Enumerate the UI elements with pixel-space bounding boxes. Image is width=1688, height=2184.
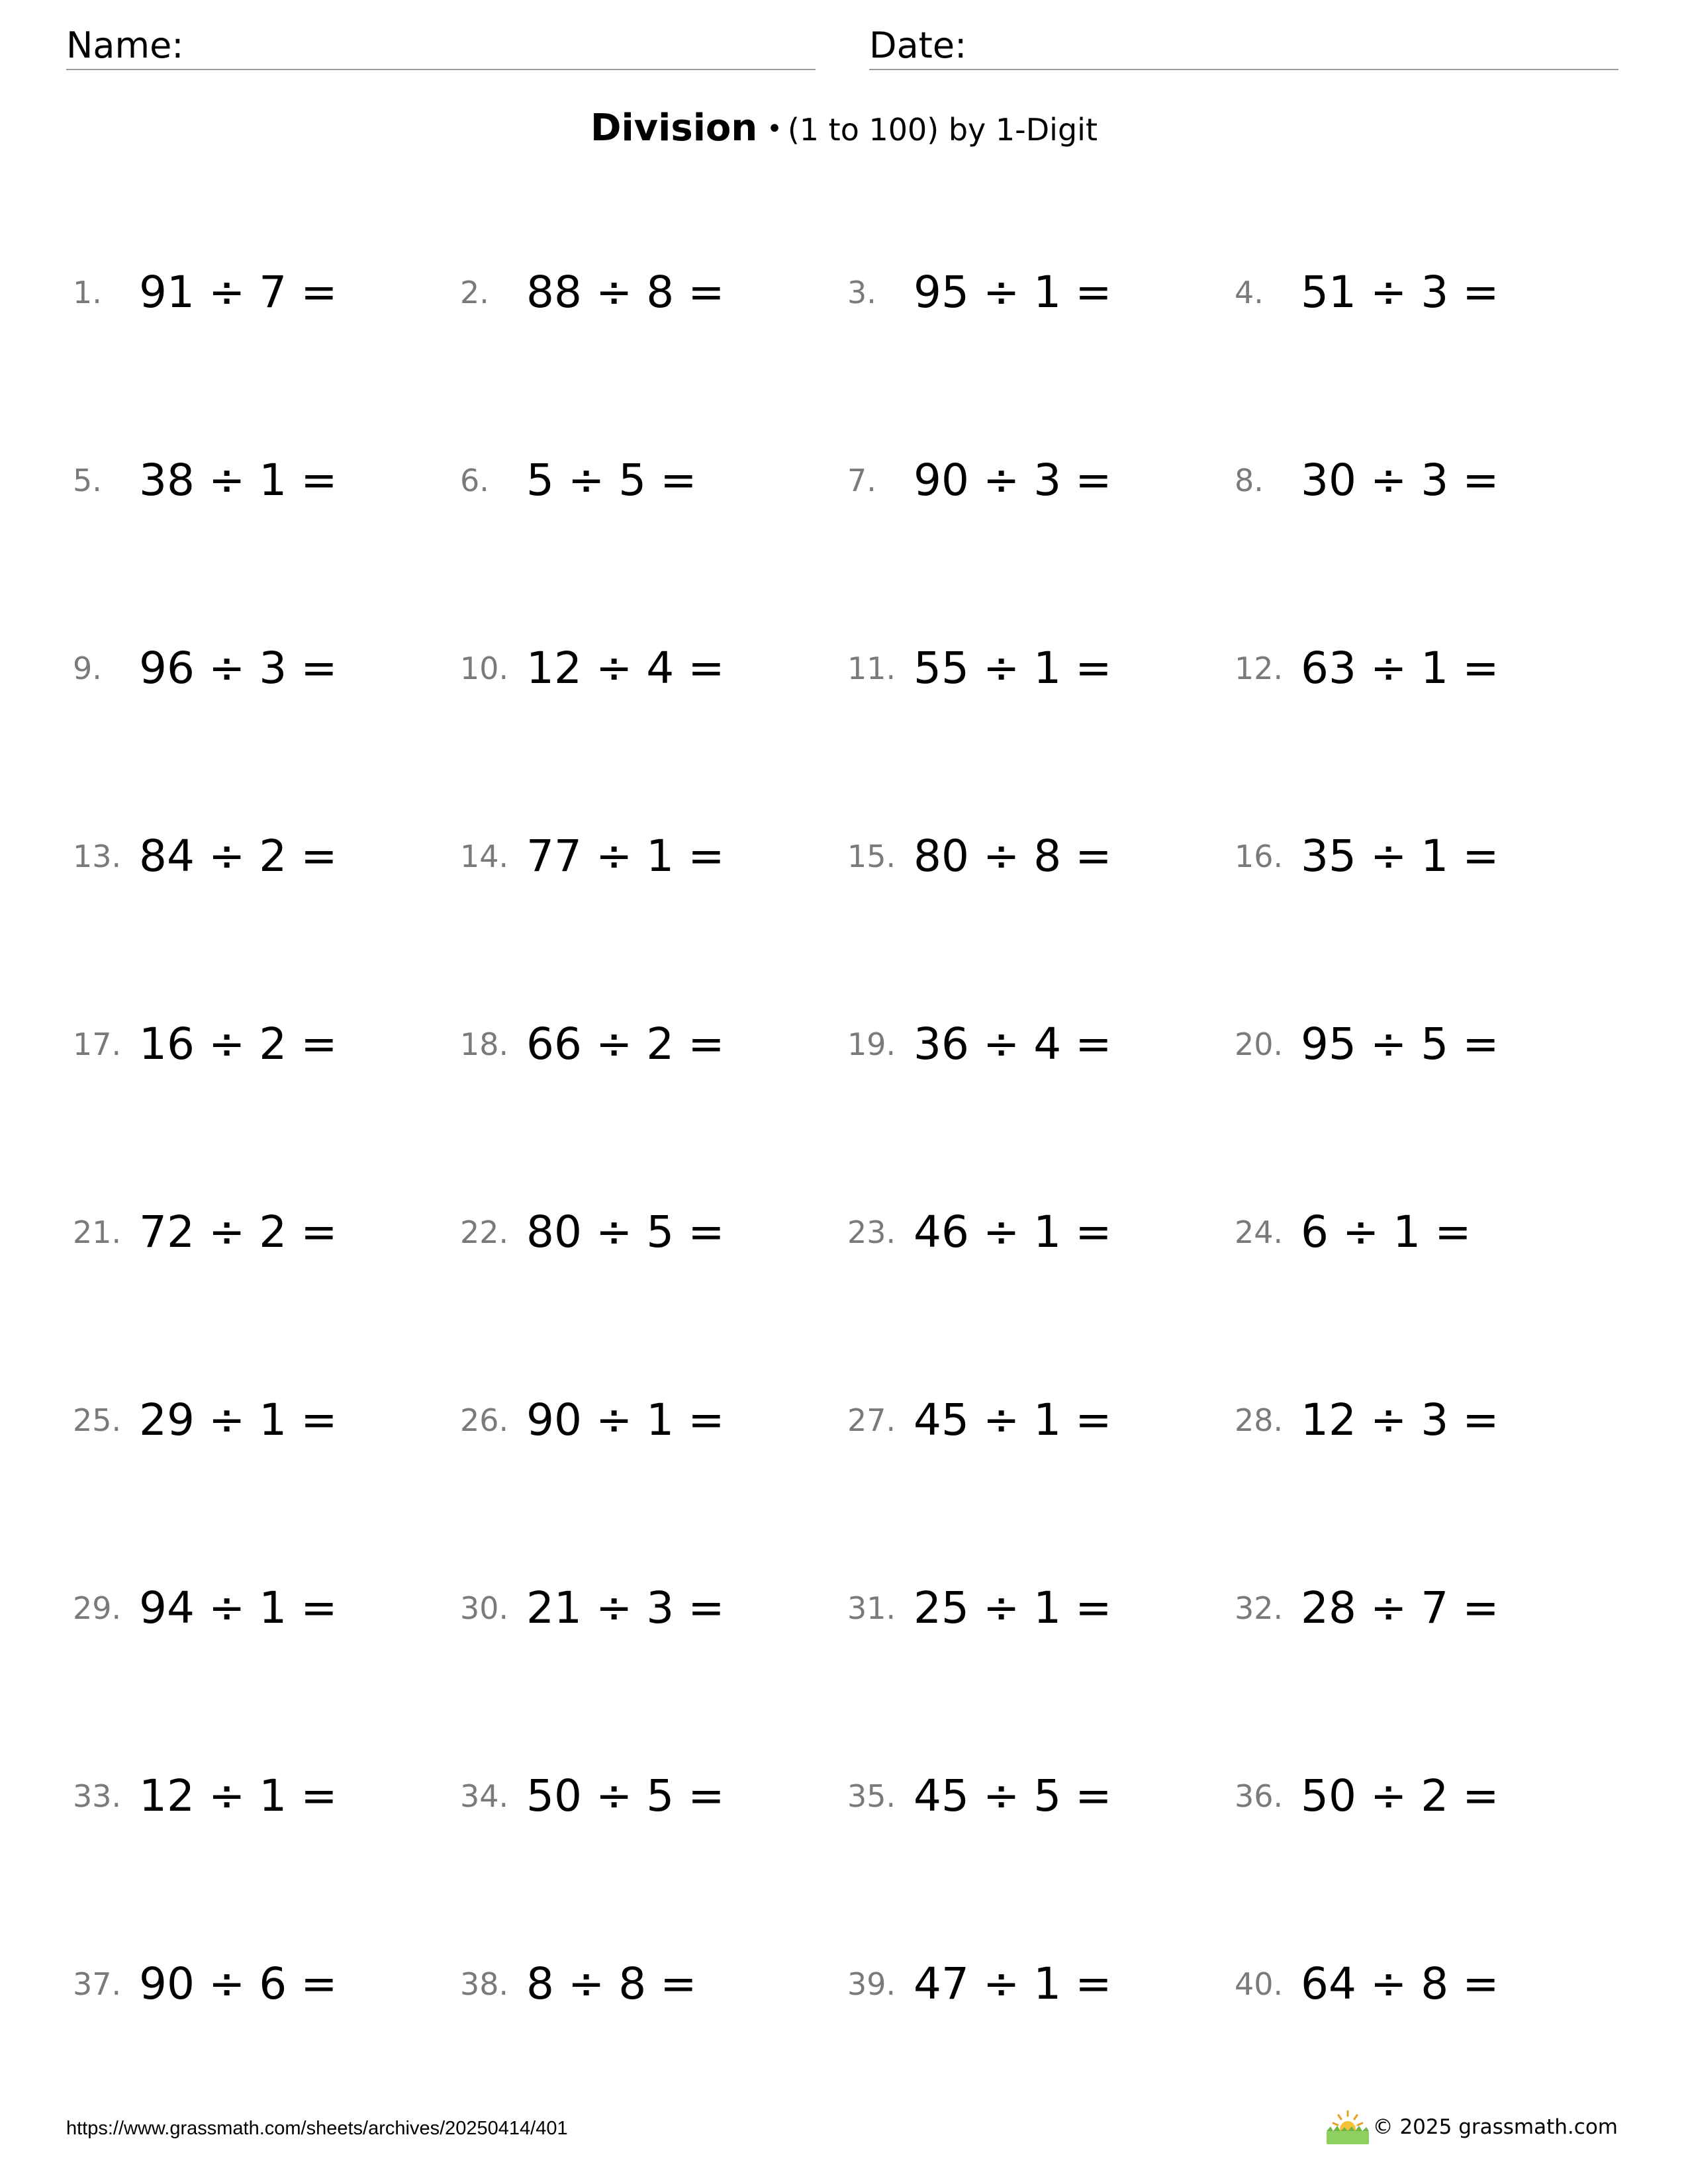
problem-expression: 84 ÷ 2 = xyxy=(139,831,338,882)
problem-number: 8. xyxy=(1235,463,1264,498)
problem-expression: 63 ÷ 1 = xyxy=(1301,643,1499,694)
problem-number: 19. xyxy=(847,1026,896,1062)
problem-number: 24. xyxy=(1235,1214,1284,1250)
problem-expression: 5 ÷ 5 = xyxy=(526,455,697,506)
problem-number: 16. xyxy=(1235,839,1284,874)
problem-number: 37. xyxy=(73,1966,122,2002)
copyright-text: © 2025 grassmath.com xyxy=(1372,2115,1618,2139)
problem-expression: 45 ÷ 1 = xyxy=(914,1394,1112,1445)
problem-expression: 50 ÷ 5 = xyxy=(526,1770,725,1821)
problem-number: 6. xyxy=(460,463,489,498)
problem-expression: 55 ÷ 1 = xyxy=(914,643,1112,694)
problem-expression: 90 ÷ 1 = xyxy=(526,1394,725,1445)
worksheet-title xyxy=(0,102,1688,163)
problem-number: 40. xyxy=(1235,1966,1284,2002)
name-field[interactable] xyxy=(66,23,816,70)
problem-expression: 72 ÷ 2 = xyxy=(139,1206,338,1257)
problem-number: 33. xyxy=(73,1778,122,1814)
problem-expression: 25 ÷ 1 = xyxy=(914,1582,1112,1633)
problem-number: 11. xyxy=(847,651,896,686)
footer-url[interactable]: https://www.grassmath.com/sheets/archives/20250414/401 xyxy=(66,2118,568,2139)
name-label: Name: xyxy=(66,24,184,66)
problem-expression: 12 ÷ 3 = xyxy=(1301,1394,1499,1445)
problem-expression: 90 ÷ 6 = xyxy=(139,1958,338,2009)
title-main: Division xyxy=(590,107,758,150)
problem-number: 30. xyxy=(460,1590,509,1626)
problem-expression: 12 ÷ 4 = xyxy=(526,643,725,694)
problem-expression: 91 ÷ 7 = xyxy=(139,267,338,318)
problem-number: 17. xyxy=(73,1026,122,1062)
problem-expression: 30 ÷ 3 = xyxy=(1301,455,1499,506)
problem-number: 21. xyxy=(73,1214,122,1250)
problem-expression: 96 ÷ 3 = xyxy=(139,643,338,694)
problem-number: 18. xyxy=(460,1026,509,1062)
problem-expression: 28 ÷ 7 = xyxy=(1301,1582,1499,1633)
problem-number: 25. xyxy=(73,1402,122,1438)
problem-expression: 29 ÷ 1 = xyxy=(139,1394,338,1445)
problem-expression: 35 ÷ 1 = xyxy=(1301,831,1499,882)
problem-expression: 95 ÷ 1 = xyxy=(914,267,1112,318)
problem-number: 27. xyxy=(847,1402,896,1438)
problem-number: 10. xyxy=(460,651,509,686)
problem-expression: 77 ÷ 1 = xyxy=(526,831,725,882)
problem-number: 29. xyxy=(73,1590,122,1626)
problem-number: 34. xyxy=(460,1778,509,1814)
problem-number: 23. xyxy=(847,1214,896,1250)
problem-number: 32. xyxy=(1235,1590,1284,1626)
problem-number: 9. xyxy=(73,651,102,686)
problem-expression: 90 ÷ 3 = xyxy=(914,455,1112,506)
problem-number: 39. xyxy=(847,1966,896,2002)
problem-number: 2. xyxy=(460,275,489,310)
problem-expression: 64 ÷ 8 = xyxy=(1301,1958,1499,2009)
problem-number: 28. xyxy=(1235,1402,1284,1438)
problem-number: 5. xyxy=(73,463,102,498)
problem-expression: 45 ÷ 5 = xyxy=(914,1770,1112,1821)
problem-expression: 16 ÷ 2 = xyxy=(139,1019,338,1069)
problem-expression: 46 ÷ 1 = xyxy=(914,1206,1112,1257)
problem-expression: 6 ÷ 1 = xyxy=(1301,1206,1472,1257)
problem-number: 31. xyxy=(847,1590,896,1626)
problem-number: 36. xyxy=(1235,1778,1284,1814)
problem-number: 1. xyxy=(73,275,102,310)
problem-number: 26. xyxy=(460,1402,509,1438)
problem-expression: 8 ÷ 8 = xyxy=(526,1958,697,2009)
problem-number: 13. xyxy=(73,839,122,874)
problem-number: 20. xyxy=(1235,1026,1284,1062)
problem-expression: 51 ÷ 3 = xyxy=(1301,267,1499,318)
problem-expression: 88 ÷ 8 = xyxy=(526,267,725,318)
problem-number: 22. xyxy=(460,1214,509,1250)
problem-expression: 95 ÷ 5 = xyxy=(1301,1019,1499,1069)
problem-expression: 47 ÷ 1 = xyxy=(914,1958,1112,2009)
problem-number: 38. xyxy=(460,1966,509,2002)
problem-expression: 21 ÷ 3 = xyxy=(526,1582,725,1633)
date-label: Date: xyxy=(869,24,967,66)
title-separator: • xyxy=(767,114,782,144)
problem-number: 35. xyxy=(847,1778,896,1814)
problem-number: 4. xyxy=(1235,275,1264,310)
problem-expression: 38 ÷ 1 = xyxy=(139,455,338,506)
grass-sun-logo-icon xyxy=(1324,2109,1372,2146)
problem-expression: 12 ÷ 1 = xyxy=(139,1770,338,1821)
problem-expression: 94 ÷ 1 = xyxy=(139,1582,338,1633)
problem-number: 3. xyxy=(847,275,876,310)
title-subtitle: (1 to 100) by 1-Digit xyxy=(787,112,1098,148)
problem-number: 14. xyxy=(460,839,509,874)
problem-expression: 36 ÷ 4 = xyxy=(914,1019,1112,1069)
problem-number: 12. xyxy=(1235,651,1284,686)
problem-number: 15. xyxy=(847,839,896,874)
problem-expression: 66 ÷ 2 = xyxy=(526,1019,725,1069)
date-field[interactable] xyxy=(869,23,1618,70)
problem-expression: 80 ÷ 5 = xyxy=(526,1206,725,1257)
problem-expression: 50 ÷ 2 = xyxy=(1301,1770,1499,1821)
problem-expression: 80 ÷ 8 = xyxy=(914,831,1112,882)
problem-number: 7. xyxy=(847,463,876,498)
